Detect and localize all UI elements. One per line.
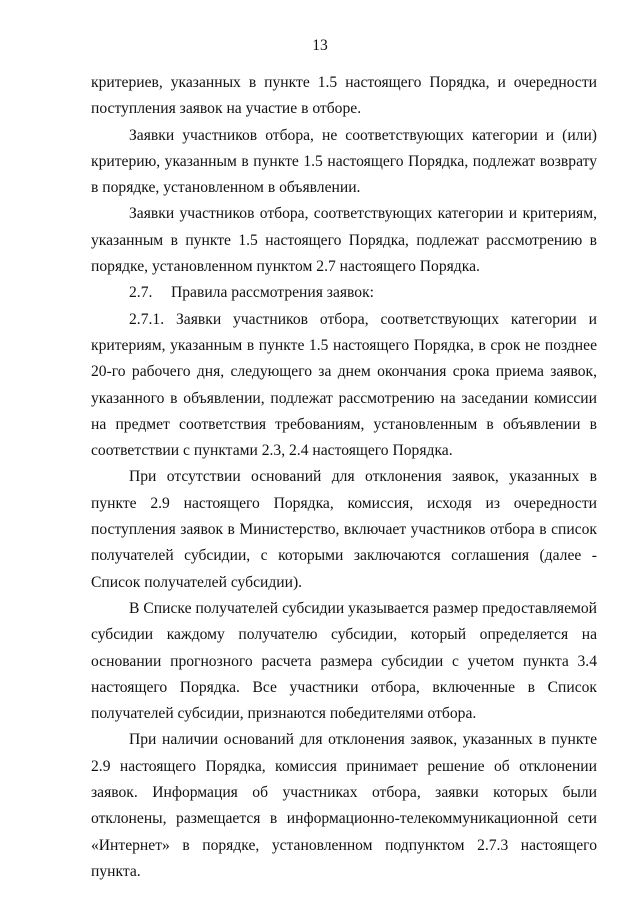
paragraph-recipients-list: В Списке получателей субсидии указывается размер предоставляемой субсидии каждому получателю субсидии, который определяется на основании прогнозного расчета размера субсидии с учетом пункта 3.4 настоящего Порядка. Все участники отбора, включенные в Список получателей субсидии, признаются победителями отбора. (91, 599, 597, 723)
paragraph-rejection-return: Заявки участников отбора, не соответствующих категории и (или) критерию, указанным в пункте 1.5 настоящего Порядка, подлежат возврату в порядке, установленном в объявлении. (91, 126, 597, 197)
paragraph-review-eligible: Заявки участников отбора, соответствующих категории и критериям, указанным в пункте 1.5 настоящего Порядка, подлежат рассмотрению в порядке, установленном пунктом 2.7 настоящего Порядка. (91, 205, 597, 276)
paragraph-grounds-rejection: При наличии оснований для отклонения заявок, указанных в пункте 2.9 настоящего Порядка, комиссия принимает решение об отклонении заявок. Информация об участниках отбора, заявки которых были отклонены, размещается в информационно-телекоммуникационной сети «Интернет» в порядке, установленном подпунктом 2.7.3 настоящего пункта. (91, 731, 597, 880)
page-number: 13 (312, 37, 328, 54)
section-heading-2-7 (91, 280, 597, 306)
document-body (91, 70, 597, 885)
section-title: Правила рассмотрения заявок: (171, 284, 375, 302)
section-number: 2.7. (129, 284, 153, 302)
paragraph-continuation: критериев, указанных в пункте 1.5 настоящего Порядка, и очередности поступления заявок на участие в отборе. (91, 74, 597, 118)
paragraph-no-grounds: При отсутствии оснований для отклонения заявок, указанных в пункте 2.9 настоящего Порядка, комиссия, исходя из очередности поступления заявок в Министерство, включает участников отбора в список получателей субсидии, с которыми заключаются соглашения (далее - Список получателей субсидии). (91, 468, 597, 591)
paragraph-2-7-1: 2.7.1. Заявки участников отбора, соответствующих категории и критериям, указанным в пункте 1.5 настоящего Порядка, в срок не позднее 20-го рабочего дня, следующего за днем окончания срока приема заявок, указанного в объявлении, подлежат рассмотрению на заседании комиссии на предмет соответствия требованиям, установленным в объявлении в соответствии с пунктами 2.3, 2.4 настоящего Порядка. (91, 310, 597, 460)
